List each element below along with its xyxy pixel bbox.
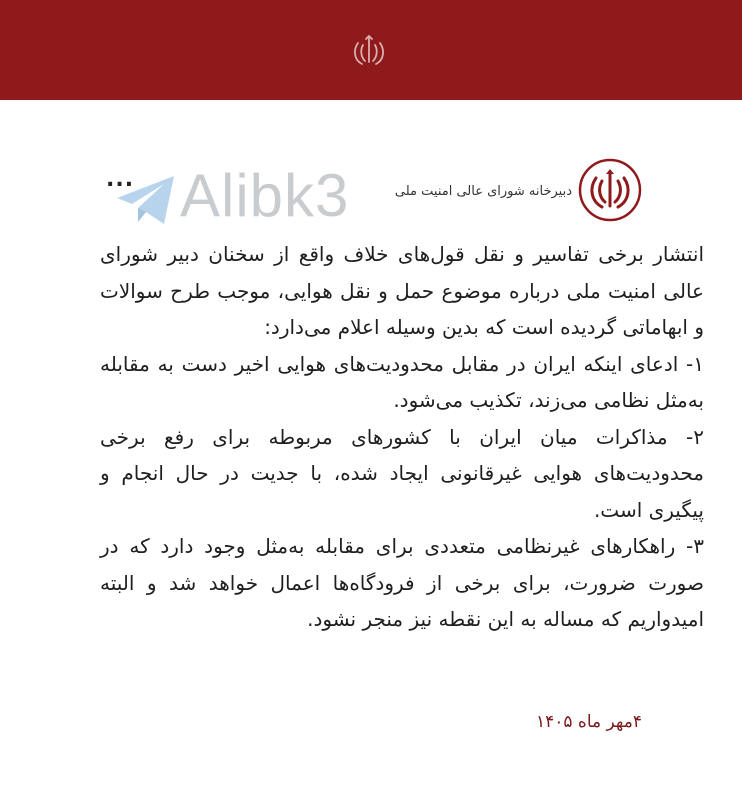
channel-header (0, 150, 742, 229)
statement-item-1: ۱- ادعای اینکه ایران در مقابل محدودیت‌های هوایی اخیر دست به مقابله به‌مثل نظامی می‌زند، تکذیب می‌شود. (100, 351, 704, 412)
statement-date: ۴مهر ماه ۱۴۰۵ (536, 712, 642, 732)
statement-item-3: ۳- راهکارهای غیرنظامی متعددی برای مقابله به‌مثل وجود دارد که در صورت ضرورت، برای برخی از فرودگاه‌ها اعمال خواهد شد و البته امیدواریم که مساله به این نقطه نیز منجر نشود. (100, 534, 704, 631)
more-options-button[interactable]: ... (106, 167, 135, 192)
statement-intro: انتشار برخی تفاسیر و نقل قول‌های خلاف واقع از سخنان دبیر شورای عالی امنیت ملی درباره موضوع حمل و نقل هوایی، موجب طرح سوالات و ابهاماتی گردیده است که بدین وسیله اعلام می‌دارد: (100, 242, 704, 339)
watermark-text: Alibk3 (180, 162, 350, 229)
organization-logo-icon (578, 158, 642, 222)
iran-emblem-icon (349, 31, 389, 71)
organization-name: دبیرخانه شورای عالی امنیت ملی (394, 184, 572, 199)
top-banner (0, 0, 742, 100)
statement-item-2: ۲- مذاکرات میان ایران با کشورهای مربوطه برای رفع برخی محدودیت‌های هوایی غیرقانونی ایجاد شده، با جدیت در حال انجام و پیگیری است. (100, 424, 704, 522)
statement-body (100, 236, 704, 638)
